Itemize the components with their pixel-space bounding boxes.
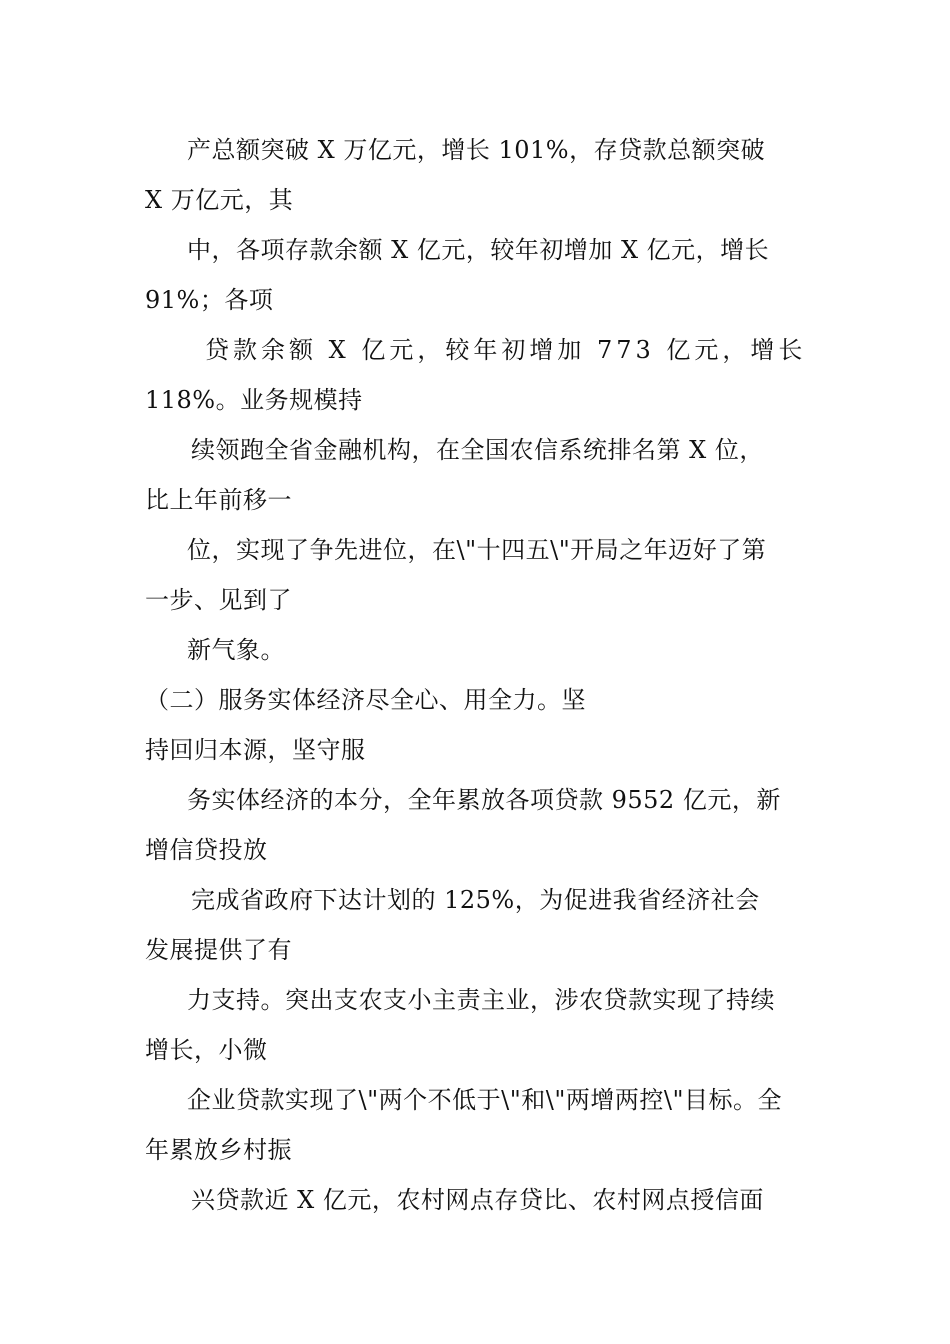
paragraph-rural-revitalization (145, 1175, 805, 1225)
paragraph-new-look (145, 625, 805, 675)
text-line: 续领跑全省金融机构，在全国农信系统排名第 X 位， (191, 436, 764, 464)
text-line: 产总额突破 X 万亿元，增长 101%，存贷款总额突破 (187, 136, 766, 164)
text-line: 贷款余额 X 亿元，较年初增加 773 亿元，增长 (205, 336, 807, 364)
paragraph-section-heading (145, 675, 805, 775)
paragraph-loan-issuance (145, 775, 805, 875)
section-heading-line: （二）服务实体经济尽全心、用全力。坚 (145, 686, 586, 714)
paragraph-ranking (145, 425, 805, 525)
paragraph-agriculture-support (145, 975, 805, 1075)
text-line: 企业贷款实现了\"两个不低于\"和\"两增两控\"目标。全 (187, 1086, 782, 1114)
text-line: 位，实现了争先进位，在\"十四五\"开局之年迈好了第 (187, 536, 767, 564)
text-line: 力支持。突出支农支小主责主业，涉农贷款实现了持续 (187, 986, 775, 1014)
text-line: 91%；各项 (145, 286, 274, 314)
text-line: 年累放乡村振 (145, 1136, 292, 1164)
text-line: 增长，小微 (145, 1036, 268, 1064)
text-line: 持回归本源，坚守服 (145, 736, 366, 764)
text-line: 兴贷款近 X 亿元，农村网点存贷比、农村网点授信面 (191, 1186, 764, 1214)
text-line: 比上年前移一 (145, 486, 292, 514)
text-line: 118%。业务规模持 (145, 386, 363, 414)
text-line: X 万亿元，其 (145, 186, 294, 214)
paragraph-plan-completion (145, 875, 805, 975)
paragraph-progress (145, 525, 805, 625)
paragraph-small-business (145, 1075, 805, 1175)
text-line: 一步、见到了 (145, 586, 292, 614)
text-line: 中，各项存款余额 X 亿元，较年初增加 X 亿元，增长 (187, 236, 770, 264)
text-line: 增信贷投放 (145, 836, 268, 864)
text-line: 发展提供了有 (145, 936, 292, 964)
paragraph-loans (145, 325, 805, 425)
paragraph-total-assets (145, 125, 805, 225)
text-line: 新气象。 (187, 636, 285, 664)
paragraph-deposits (145, 225, 805, 325)
text-line: 务实体经济的本分，全年累放各项贷款 9552 亿元，新 (187, 786, 781, 814)
text-line: 完成省政府下达计划的 125%，为促进我省经济社会 (191, 886, 760, 914)
